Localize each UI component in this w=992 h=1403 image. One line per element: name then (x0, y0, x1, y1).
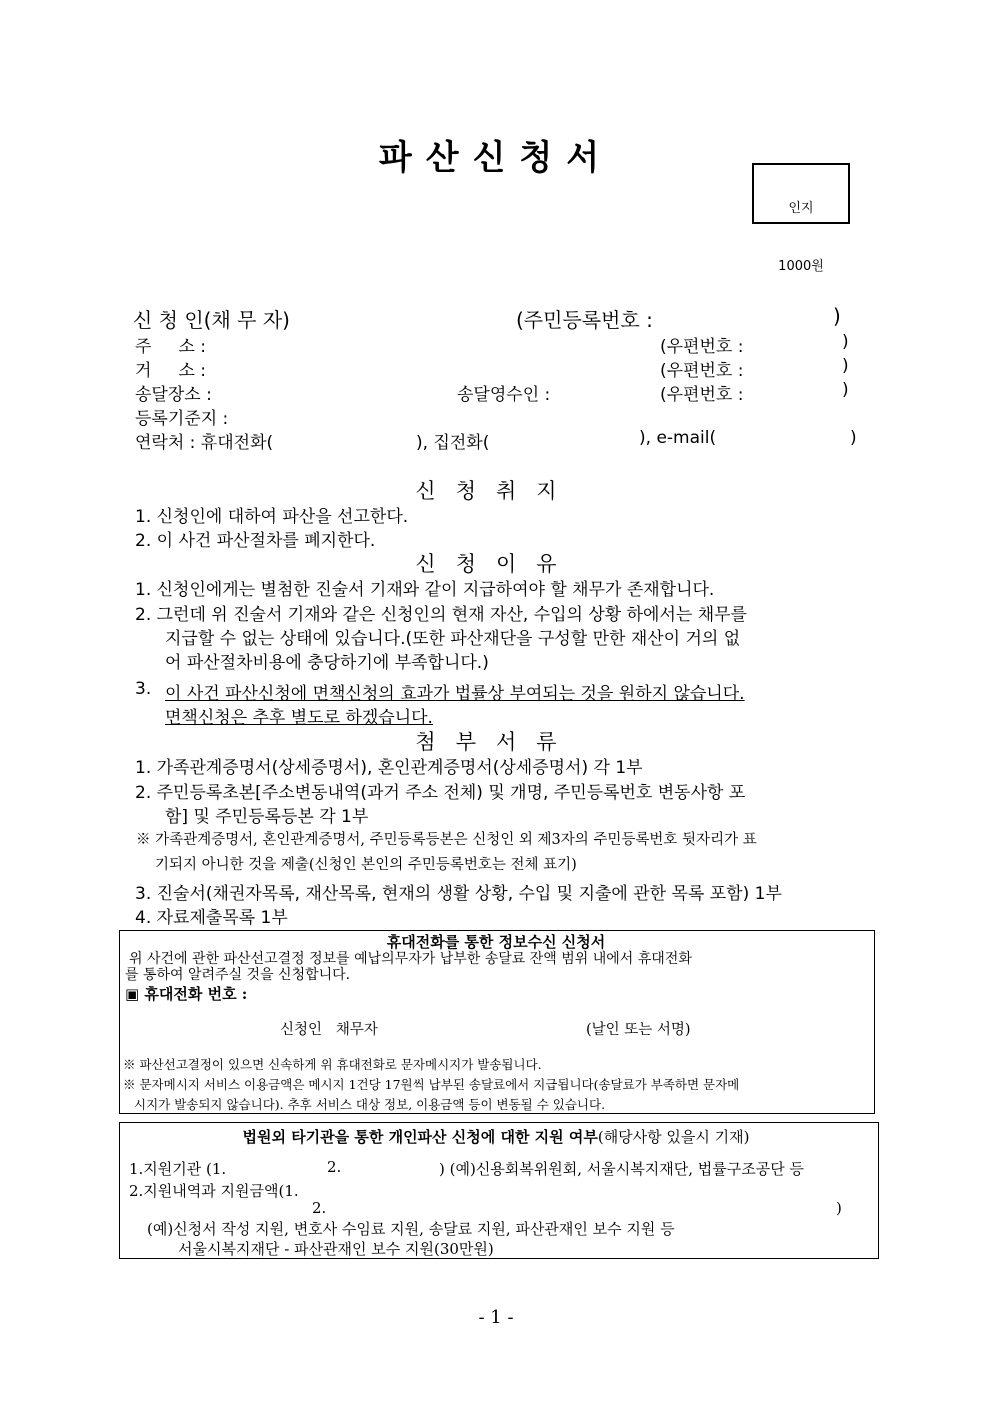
revenue-stamp-box (752, 163, 850, 274)
postal-code-close-3: ) (842, 380, 849, 400)
phone-notice-note-1: ※ 파산선고결정이 있으면 신속하게 위 휴대전화로 문자메시지가 발송됩니다. (123, 1057, 542, 1072)
attachment-item-4: 4. 자료제출목록 1부 (135, 908, 288, 928)
contact-email-label: ), e-mail( (639, 428, 717, 448)
support-amount-close: ) (836, 1199, 842, 1217)
applicant-label: 신 청 인(채 무 자) (133, 308, 290, 332)
phone-notice-body-line-2: 를 통하여 알려주실 것을 신청합니다. (125, 967, 351, 983)
support-agency-line-2: 2. (327, 1158, 342, 1176)
contact-close: ) (850, 428, 857, 448)
reason-item-3-line-2: 면책신청은 추후 별도로 하겠습니다. (165, 708, 433, 728)
phone-notice-signer: 신청인 채무자 (280, 1022, 378, 1038)
reason-item-3-number: 3. (135, 679, 152, 699)
phone-number-label: ▣ 휴대전화 번호 : (125, 985, 248, 1003)
attachment-item-2-line-2: 함] 및 주민등록등본 각 1부 (165, 807, 369, 827)
page-number: - 1 - (478, 1307, 514, 1328)
purpose-heading: 신청취지 (415, 479, 577, 503)
attachment-item-3: 3. 진술서(채권자목록, 재산목록, 현재의 생활 상황, 수입 및 지출에 관한 목록 포함) 1부 (135, 884, 782, 904)
support-title (0, 1126, 992, 1147)
reason-item-2-line-3: 어 파산절차비용에 충당하기에 부족합니다.) (165, 653, 489, 673)
reason-item-2-line-1: 2. 그런데 위 진술서 기재와 같은 신청인의 현재 자산, 수입의 상황 하에서는 채무를 (135, 605, 747, 625)
delivery-recipient-label: 송달영수인 : (457, 385, 551, 405)
support-title-main: 법원외 타기관을 통한 개인파산 신청에 대한 지원 여부 (242, 1128, 598, 1146)
registry-base-label: 등록기준지 : (135, 409, 229, 429)
attachment-item-2-line-1: 2. 주민등록초본[주소변동내역(과거 주소 전체) 및 개명, 주민등록번호 변동사항 포 (135, 783, 746, 803)
phone-notice-seal: (날인 또는 서명) (586, 1022, 691, 1038)
phone-notice-body-line-1: 위 사건에 관한 파산선고결정 정보를 예납의무자가 납부한 송달료 잔액 범위 내에서 휴대전화 (129, 951, 692, 967)
attachment-item-1: 1. 가족관계증명서(상세증명서), 혼인관계증명서(상세증명서) 각 1부 (135, 758, 643, 778)
stamp-label: 인지 (788, 201, 814, 216)
resident-number-close: ) (833, 304, 841, 328)
postal-code-close-2: ) (842, 356, 849, 376)
postal-code-label-1: (우편번호 : (660, 337, 744, 357)
phone-notice-note-2-line-1: ※ 문자메시지 서비스 이용금액은 메시지 1건당 17원씩 납부된 송달료에서 지급됩니다(송달료가 부족하면 문자메 (123, 1077, 740, 1092)
support-agency-examples: ) (예)신용회복위원회, 서울시복지재단, 법률구조공단 등 (439, 1160, 804, 1178)
purpose-item-2: 2. 이 사건 파산절차를 폐지한다. (135, 531, 376, 551)
document-title: 파산신청서 (378, 138, 614, 178)
resident-number-label: (주민등록번호 : (516, 308, 653, 332)
postal-code-label-3: (우편번호 : (660, 385, 744, 405)
reason-item-3-line-1: 이 사건 파산신청에 면책신청의 효과가 법률상 부여되는 것을 원하지 않습니다. (165, 684, 745, 704)
support-amount-line-1: 2.지원내역과 지원금액(1. (129, 1182, 299, 1200)
support-examples-line-1: (예)신청서 작성 지원, 변호사 수임료 지원, 송달료 지원, 파산관재인 보수 지원 등 (147, 1220, 675, 1238)
phone-notice-title: 휴대전화를 통한 정보수신 신청서 (386, 933, 606, 951)
residence-label: 거 소 : (135, 361, 206, 381)
support-title-note: (해당사항 있을시 기재) (597, 1128, 750, 1146)
attachment-note-line-1: ※ 가족관계증명서, 혼인관계증명서, 주민등록등본은 신청인 외 제3자의 주민등록번호 뒷자리가 표 (136, 832, 757, 848)
reason-item-1: 1. 신청인에게는 별첨한 진술서 기재와 같이 지급하여야 할 채무가 존재합니다. (135, 580, 715, 600)
stamp-amount: 1000원 (778, 259, 824, 274)
reason-item-2-line-2: 지급할 수 없는 상태에 있습니다.(또한 파산재단을 구성할 만한 재산이 거의 없 (165, 629, 741, 649)
attachment-note-line-2: 기되지 아니한 것을 제출(신청인 본인의 주민등록번호는 전체 표기) (155, 857, 577, 873)
contact-home-label: ), 집전화( (416, 433, 490, 453)
postal-code-close-1: ) (842, 332, 849, 352)
contact-mobile-label: 연락처 : 휴대전화( (135, 433, 274, 453)
attachments-heading: 첨부서류 (415, 730, 577, 754)
delivery-place-label: 송달장소 : (135, 385, 212, 405)
purpose-item-1: 1. 신청인에 대하여 파산을 선고한다. (135, 507, 409, 527)
support-examples-line-2: 서울시복지재단 - 파산관재인 보수 지원(30만원) (178, 1240, 494, 1258)
support-agency-line-1: 1.지원기관 (1. (129, 1160, 227, 1178)
postal-code-label-2: (우편번호 : (660, 361, 744, 381)
reason-heading: 신청이유 (415, 552, 577, 576)
phone-notice-note-2-line-2: 시지가 발송되지 않습니다). 추후 서비스 대상 정보, 이용금액 등이 변동될 수 있습니다. (134, 1097, 606, 1112)
address-label: 주 소 : (135, 337, 206, 357)
support-amount-line-2: 2. (312, 1199, 327, 1217)
